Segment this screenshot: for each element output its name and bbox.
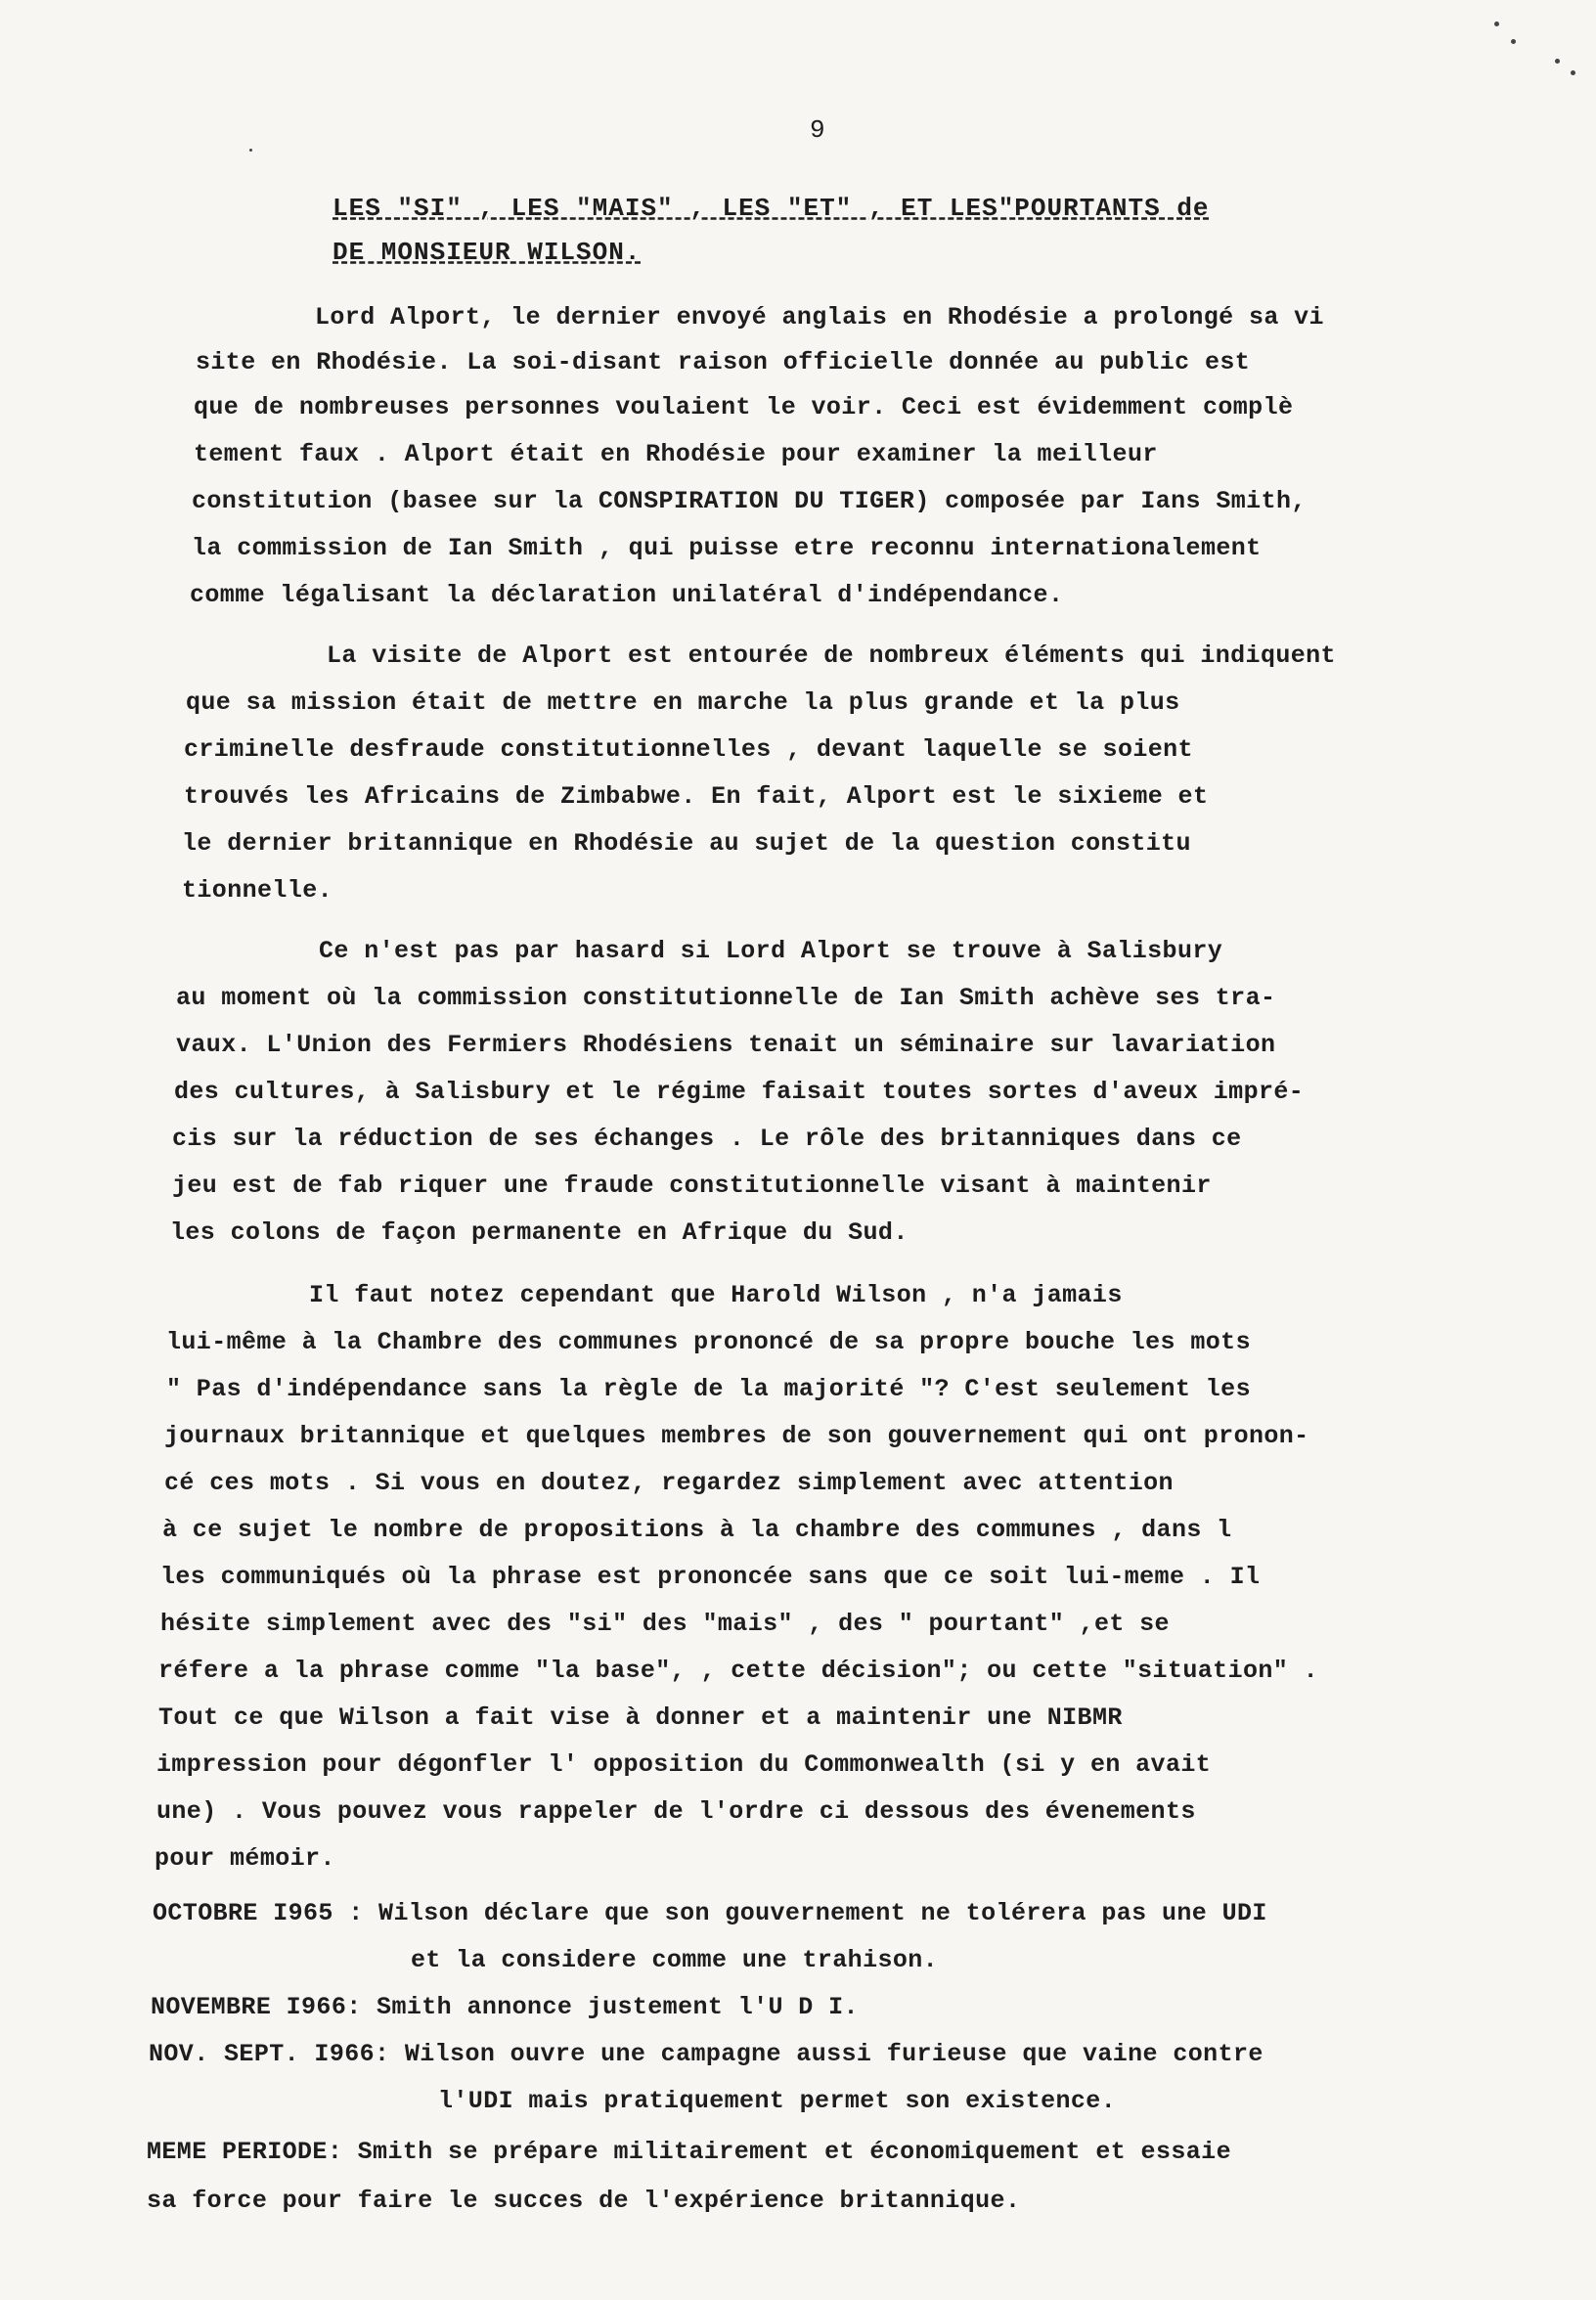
- body-line: cis sur la réduction de ses échanges . Le rôle des britanniques dans ce: [172, 1125, 1242, 1153]
- body-line: la commission de Ian Smith , qui puisse etre reconnu internationalement: [192, 534, 1262, 562]
- body-line: Lord Alport, le dernier envoyé anglais en Rhodésie a prolongé sa vi: [315, 303, 1324, 332]
- body-line: jeu est de fab riquer une fraude constitutionnelle visant à maintenir: [172, 1172, 1212, 1200]
- body-line: site en Rhodésie. La soi-disant raison officielle donnée au public est: [196, 348, 1251, 376]
- chronology-entry: MEME PERIODE: Smith se prépare militairement et économiquement et essaie: [147, 2138, 1231, 2166]
- body-line: impression pour dégonfler l' opposition du Commonwealth (si y en avait: [156, 1750, 1212, 1779]
- page-number: 9: [810, 115, 825, 145]
- body-line: des cultures, à Salisbury et le régime faisait toutes sortes d'aveux impré-: [174, 1078, 1305, 1106]
- body-line: réfere a la phrase comme "la base", , cette décision"; ou cette "situation" .: [158, 1657, 1318, 1685]
- scan-speck: [1494, 22, 1499, 26]
- scan-speck: [1571, 70, 1575, 75]
- body-line: à ce sujet le nombre de propositions à la chambre des communes , dans l: [162, 1516, 1232, 1544]
- body-line: tionnelle.: [182, 876, 333, 905]
- chronology-entry: et la considere comme une trahison.: [411, 1946, 939, 1974]
- body-line: vaux. L'Union des Fermiers Rhodésiens tenait un séminaire sur lavariation: [176, 1031, 1276, 1059]
- body-line: pour mémoir.: [155, 1844, 335, 1873]
- title-line-2: DE MONSIEUR WILSON.: [332, 238, 642, 267]
- body-line: constitution (basee sur la CONSPIRATION DU TIGER) composée par Ians Smith,: [192, 487, 1307, 515]
- body-line: que sa mission était de mettre en marche la plus grande et la plus: [186, 688, 1180, 717]
- body-line: hésite simplement avec des "si" des "mais" , des " pourtant" ,et se: [160, 1610, 1170, 1638]
- body-line: les communiqués où la phrase est prononcée sans que ce soit lui-meme . Il: [160, 1563, 1261, 1591]
- body-line: cé ces mots . Si vous en doutez, regardez simplement avec attention: [164, 1469, 1174, 1497]
- body-line: Ce n'est pas par hasard si Lord Alport se trouve à Salisbury: [319, 937, 1223, 965]
- body-line: tement faux . Alport était en Rhodésie pour examiner la meilleur: [194, 440, 1158, 468]
- body-line: criminelle desfraude constitutionnelles , devant laquelle se soient: [184, 735, 1193, 764]
- body-line: trouvés les Africains de Zimbabwe. En fait, Alport est le sixieme et: [184, 782, 1209, 811]
- body-line: lui-même à la Chambre des communes prononcé de sa propre bouche les mots: [166, 1328, 1251, 1356]
- scan-speck: [1511, 39, 1516, 44]
- body-line: Tout ce que Wilson a fait vise à donner et a maintenir une NIBMR: [158, 1703, 1123, 1732]
- body-line: " Pas d'indépendance sans la règle de la majorité "? C'est seulement les: [166, 1375, 1251, 1403]
- body-line: La visite de Alport est entourée de nombreux éléments qui indiquent: [327, 641, 1336, 670]
- chronology-entry: sa force pour faire le succes de l'expérience britannique.: [147, 2187, 1021, 2215]
- title-line-1: LES "SI" , LES "MAIS" , LES "ET" , ET LES"POURTANTS de: [332, 194, 1210, 223]
- body-line: journaux britannique et quelques membres de son gouvernement qui ont pronon-: [164, 1422, 1309, 1450]
- chronology-entry: NOV. SEPT. I966: Wilson ouvre une campagne aussi furieuse que vaine contre: [149, 2040, 1264, 2068]
- chronology-entry: OCTOBRE I965 : Wilson déclare que son gouvernement ne tolérera pas une UDI: [153, 1899, 1267, 1927]
- scan-speck: [1555, 59, 1560, 64]
- body-line: au moment où la commission constitutionnelle de Ian Smith achève ses tra-: [176, 984, 1276, 1012]
- body-line: Il faut notez cependant que Harold Wilson , n'a jamais: [309, 1281, 1123, 1309]
- body-line: les colons de façon permanente en Afrique du Sud.: [170, 1218, 909, 1247]
- scan-speck: [249, 149, 252, 152]
- body-line: une) . Vous pouvez vous rappeler de l'ordre ci dessous des évenements: [156, 1797, 1196, 1826]
- body-line: que de nombreuses personnes voulaient le voir. Ceci est évidemment complè: [194, 393, 1294, 421]
- body-line: comme légalisant la déclaration unilatéral d'indépendance.: [190, 581, 1064, 609]
- chronology-entry: NOVEMBRE I966: Smith annonce justement l'U D I.: [151, 1993, 859, 2021]
- body-line: le dernier britannique en Rhodésie au sujet de la question constitu: [182, 829, 1191, 858]
- chronology-entry: l'UDI mais pratiquement permet son existence.: [438, 2087, 1117, 2115]
